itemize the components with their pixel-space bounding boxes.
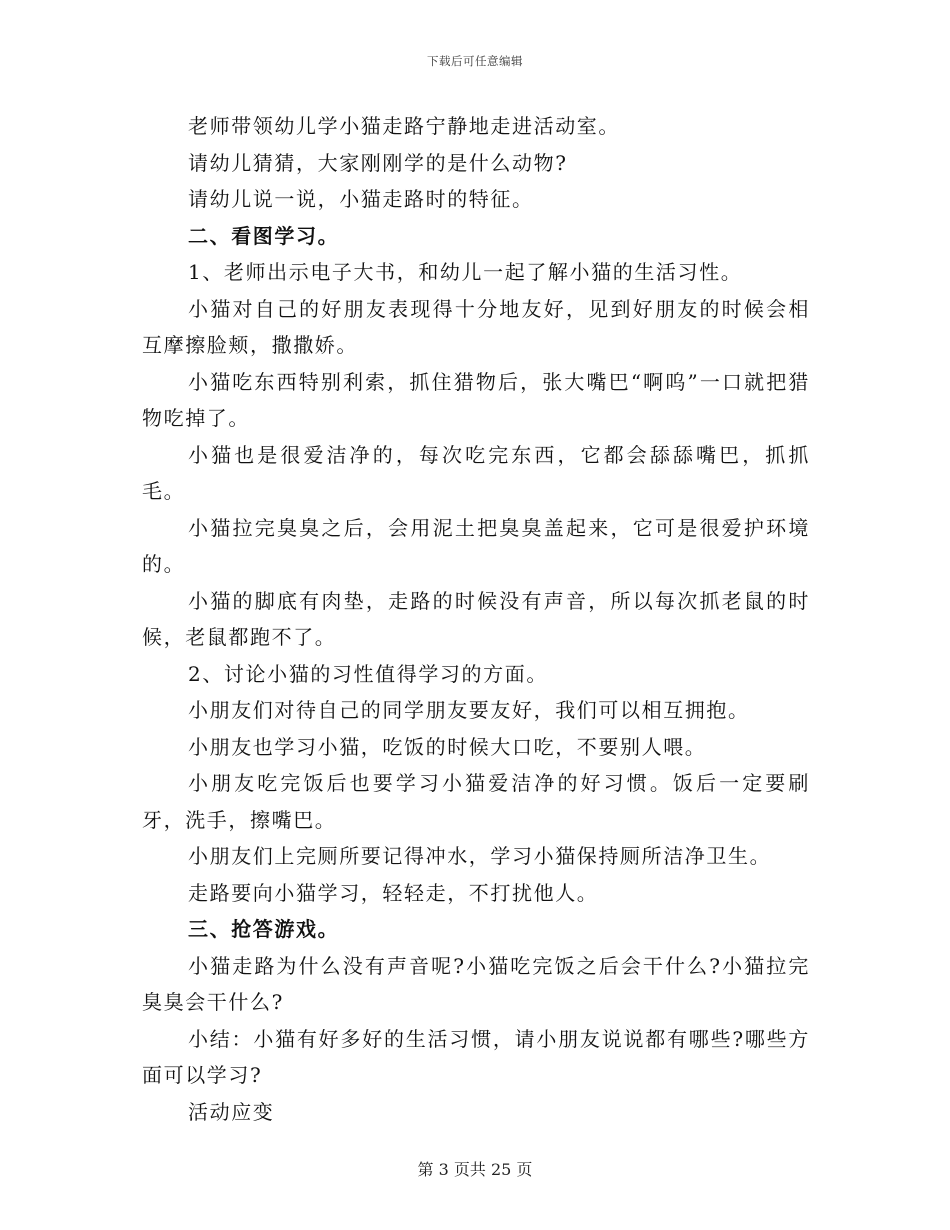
- paragraph: 2、讨论小猫的习性值得学习的方面。: [188, 661, 548, 686]
- document-body: [142, 108, 810, 1130]
- paragraph: 活动应变: [188, 1099, 275, 1124]
- section-heading: 二、看图学习。: [188, 223, 340, 248]
- paragraph: 小猫走路为什么没有声音呢?小猫吃完饭之后会干什么?小猫拉完臭臭会干什么?: [142, 953, 810, 1014]
- page-header: 下载后可任意编辑: [427, 54, 523, 68]
- paragraph: 小猫拉完臭臭之后，会用泥土把臭臭盖起来，它可是很爱护环境的。: [142, 515, 810, 576]
- paragraph: 请幼儿猜猜，大家刚刚学的是什么动物?: [188, 150, 568, 175]
- paragraph: 小结：小猫有好多好的生活习惯，请小朋友说说都有哪些?哪些方面可以学习?: [142, 1026, 810, 1087]
- page-number: 第 3 页共 25 页: [417, 1160, 533, 1179]
- paragraph: 小猫的脚底有肉垫，走路的时候没有声音，所以每次抓老鼠的时候，老鼠都跑不了。: [142, 588, 810, 649]
- section-heading: 三、抢答游戏。: [188, 917, 340, 941]
- paragraph: 小朋友们对待自己的同学朋友要友好，我们可以相互拥抱。: [188, 698, 750, 722]
- paragraph: 请幼儿说一说，小猫走路时的特征。: [188, 187, 534, 211]
- paragraph: 走路要向小猫学习，轻轻走，不打扰他人。: [188, 880, 599, 905]
- paragraph: 小朋友也学习小猫，吃饭的时候大口吃，不要别人喂。: [188, 734, 707, 759]
- paragraph: 1、老师出示电子大书，和幼儿一起了解小猫的生活习性。: [188, 260, 743, 284]
- paragraph: 小猫吃东西特别利索，抓住猎物后，张大嘴巴“啊呜”一口就把猎物吃掉了。: [142, 369, 810, 430]
- paragraph: 小朋友们上完厕所要记得冲水，学习小猫保持厕所洁净卫生。: [188, 844, 772, 868]
- paragraph: 老师带领幼儿学小猫走路宁静地走进活动室。: [188, 114, 620, 138]
- paragraph: 小猫也是很爱洁净的，每次吃完东西，它都会舔舔嘴巴，抓抓毛。: [142, 442, 810, 503]
- paragraph: 小朋友吃完饭后也要学习小猫爱洁净的好习惯。饭后一定要刷牙，洗手，擦嘴巴。: [142, 771, 810, 832]
- paragraph: 小猫对自己的好朋友表现得十分地友好，见到好朋友的时候会相互摩擦脸颊，撒撒娇。: [142, 296, 810, 357]
